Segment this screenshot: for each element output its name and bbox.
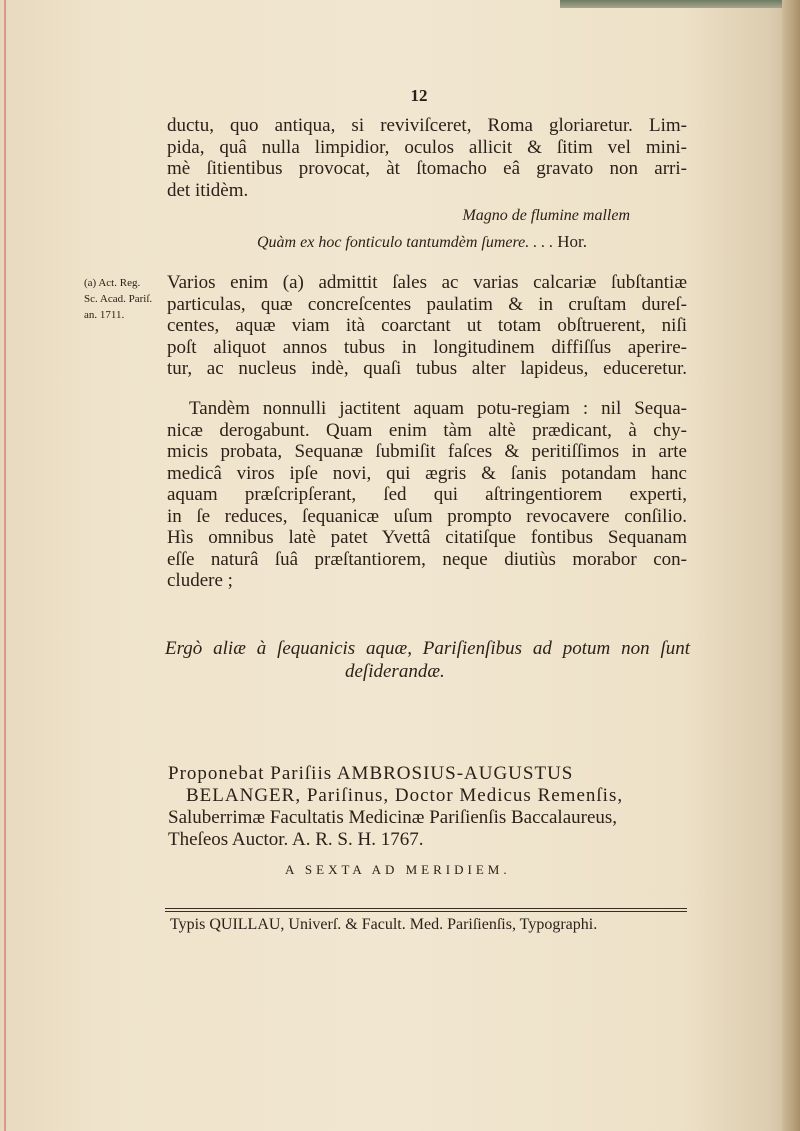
conclusion-line: Ergò aliæ à ſequanicis aquæ, Pariſienſibus ad potum non ſunt: [165, 638, 690, 659]
quote-text: Magno de flumine mallem: [462, 207, 630, 224]
text-line: micis probata, Sequanæ ſubmiſit faſces & peritiſſimos in arte: [167, 441, 687, 462]
conclusion: [165, 637, 690, 683]
text-line: nicæ derogabunt. Quam enim tàm altè prædicant, à chy-: [167, 419, 687, 441]
printer-rule-thin: [165, 911, 687, 912]
page-number: 12: [410, 86, 428, 105]
paragraph-1: [167, 115, 687, 201]
paragraph-3: [167, 398, 687, 592]
text-line: eſſe naturâ ſuâ præſtantiorem, neque diutiùs morabor con-: [167, 548, 687, 570]
margin-note-line: Sc. Acad. Pariſ.: [84, 293, 153, 305]
quote-text: [257, 229, 617, 255]
text-line: mè ſitientibus provocat, àt ſtomacho eâ gravato non arri-: [167, 158, 687, 179]
text-line: in ſe reduces, ſequanicæ uſum prompto revocavere conſilio.: [167, 505, 687, 527]
imprint-line: Proponebat Pariſiis AMBROSIUS-AUGUSTUS: [168, 763, 574, 784]
margin-note-line: an. 1711.: [84, 309, 125, 321]
margin-note: [84, 275, 164, 323]
text-line: centes, aquæ viam ità coarctant ut totam obſtruerent, niſi: [167, 315, 687, 336]
text-line: poſt aliquot annos tubus in longitudinem diffiſſus aperire-: [167, 336, 687, 358]
text-line: Varios enim (a) admittit ſales ac varias calcariæ ſubſtantiæ: [167, 272, 687, 293]
text-line: medicâ viros ipſe novi, qui ægris & ſanis potandam hanc: [167, 462, 687, 484]
text-line: det itidèm.: [167, 179, 249, 201]
quotation-line-1: [260, 203, 630, 228]
imprint-line: BELANGER, Pariſinus, Doctor Medicus Remenſis,: [186, 785, 624, 806]
printer-line: Typis QUILLAU, Univerſ. & Facult. Med. Pariſienſis, Typographi.: [170, 916, 598, 933]
quote-line-text: Quàm ex hoc fonticulo tantumdèm ſumere. . . .: [257, 234, 554, 251]
text-line: pida, quâ nulla limpidior, oculos allicit & ſitim vel mini-: [167, 136, 687, 158]
margin-red-rule: [4, 0, 6, 1131]
text-line: ductu, quo antiqua, si reviviſceret, Roma gloriaretur. Lim-: [167, 115, 687, 136]
time-line: A SEXTA AD MERIDIEM.: [285, 862, 511, 877]
text-line: tur, ac nucleus indè, quaſi tubus alter lapideus, educeretur.: [167, 358, 687, 379]
text-line: particulas, quæ concreſcentes paulatim & in cruſtam dureſ-: [167, 293, 687, 315]
imprint-line: Theſeos Auctor. A. R. S. H. 1767.: [168, 829, 424, 850]
text-line: Tandèm nonnulli jactitent aquam potu-regiam : nil Sequa-: [189, 398, 687, 419]
paragraph-2: [167, 272, 687, 380]
text-line: Hìs omnibus latè patet Yvettâ citatiſque fontibus Sequanam: [167, 527, 687, 548]
printer-rule: [165, 908, 687, 909]
page-binding-edge: [782, 0, 800, 1131]
page-top-edge: [560, 0, 800, 8]
quotation-line-2: [257, 229, 617, 255]
text-line: aquam præſcripſerant, ſed qui aſtringentiorem experti,: [167, 484, 687, 505]
margin-note-line: (a) Act. Reg.: [84, 277, 141, 289]
text-line: cludere ;: [167, 570, 233, 591]
imprint: [168, 763, 688, 851]
quote-author: Hor.: [557, 232, 587, 251]
conclusion-line: deſiderandæ.: [345, 661, 445, 682]
imprint-line: Saluberrimæ Facultatis Medicinæ Pariſienſis Baccalaureus,: [168, 807, 618, 828]
